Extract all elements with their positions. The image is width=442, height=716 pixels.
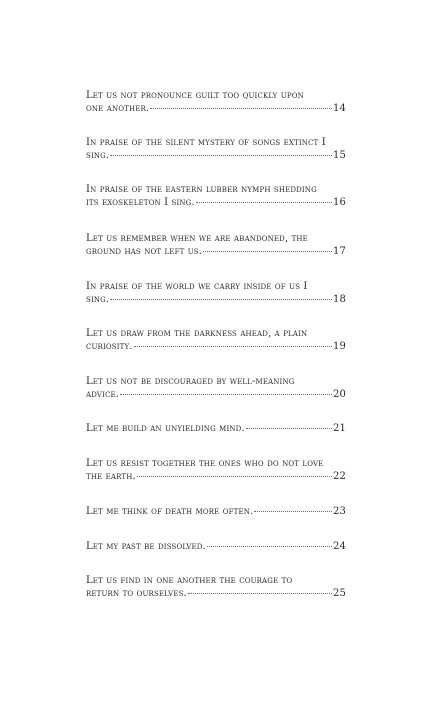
toc-page-number: 20 <box>332 389 346 400</box>
toc-entry-title-line: In praise of the silent mystery of songs extinct I <box>86 137 326 148</box>
toc-entry[interactable] <box>86 327 346 353</box>
toc-page-number: 23 <box>332 506 346 517</box>
toc-page-number: 24 <box>332 541 346 552</box>
toc-entry-title-line: Let us find in one another the courage to <box>86 575 293 586</box>
dot-leader <box>246 428 332 429</box>
toc-entry[interactable] <box>86 280 346 306</box>
dot-leader <box>137 476 332 477</box>
toc-page-number: 19 <box>332 341 346 352</box>
toc-page-number: 17 <box>332 246 346 257</box>
toc-entry[interactable] <box>86 375 346 401</box>
toc-entry[interactable] <box>86 540 346 553</box>
dot-leader <box>110 299 332 300</box>
toc-page-number: 15 <box>332 150 346 161</box>
toc-entry-title-line: Let us not be discouraged by well-meaning <box>86 376 295 387</box>
toc-entry[interactable] <box>86 183 346 209</box>
toc-entry-title-line: ground has not left us. <box>86 246 203 257</box>
toc-entry[interactable] <box>86 422 346 435</box>
toc-page-number: 16 <box>332 197 346 208</box>
toc-entry-title-line: advice. <box>86 389 120 400</box>
toc-entry-title-line: return to ourselves. <box>86 588 187 599</box>
toc-entry[interactable] <box>86 232 346 258</box>
dot-leader <box>254 511 332 512</box>
toc-entry[interactable] <box>86 574 346 600</box>
dot-leader <box>207 546 332 547</box>
dot-leader <box>120 394 332 395</box>
dot-leader <box>150 108 332 109</box>
dot-leader <box>110 155 332 156</box>
toc-entry-title-line: Let me think of death more often. <box>86 506 254 517</box>
toc-entry-title-line: Let us remember when we are abandoned, the <box>86 233 308 244</box>
toc-entry[interactable] <box>86 457 346 483</box>
toc-entry[interactable] <box>86 89 346 115</box>
toc-page-number: 18 <box>332 294 346 305</box>
toc-entry-title-line: Let me build an unyielding mind. <box>86 423 245 434</box>
toc-entry-title-line: curiosity. <box>86 341 133 352</box>
toc-entry-title-line: Let us resist together the ones who do not love <box>86 458 324 469</box>
toc-entry-title-line: sing. <box>86 294 110 305</box>
toc-page-number: 22 <box>332 471 346 482</box>
toc-entry-title-line: sing. <box>86 150 110 161</box>
toc-entry-title-line: Let us draw from the darkness ahead, a plain <box>86 328 308 339</box>
toc-page-number: 25 <box>332 588 346 599</box>
dot-leader <box>134 346 332 347</box>
dot-leader <box>188 593 332 594</box>
toc-entry[interactable] <box>86 136 346 162</box>
toc-entry-title-line: its exoskeleton I sing. <box>86 197 195 208</box>
toc-page-number: 21 <box>332 423 346 434</box>
toc-entry-title-line: one another. <box>86 103 150 114</box>
toc-entry-title-line: Let my past be dissolved. <box>86 541 206 552</box>
toc-page-number: 14 <box>332 103 346 114</box>
toc-entry-title-line: the earth. <box>86 471 136 482</box>
dot-leader <box>203 251 332 252</box>
toc-entry-title-line: In praise of the world we carry inside of us I <box>86 281 308 292</box>
toc-entry[interactable] <box>86 505 346 518</box>
dot-leader <box>196 202 332 203</box>
toc-entry-title-line: In praise of the eastern lubber nymph shedding <box>86 184 317 195</box>
toc-entry-title-line: Let us not pronounce guilt too quickly upon <box>86 90 304 101</box>
